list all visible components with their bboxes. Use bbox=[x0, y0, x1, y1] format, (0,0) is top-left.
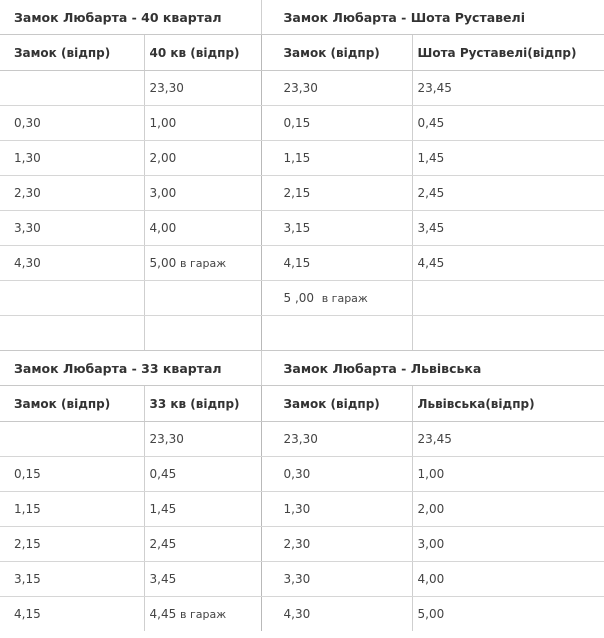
section2-header-row bbox=[0, 386, 604, 422]
table-cell: 4,00 bbox=[412, 562, 604, 597]
column-header: Замок (відпр) bbox=[261, 35, 412, 71]
table-cell: 2,00 bbox=[412, 492, 604, 527]
table-cell bbox=[144, 281, 261, 316]
section2-right-title-text: Замок Любарта - Львівська bbox=[283, 360, 482, 376]
table-cell: 4,15 bbox=[0, 597, 144, 632]
table-cell: 4,30 bbox=[0, 246, 144, 281]
table-cell: 23,45 bbox=[412, 71, 604, 106]
table-cell: 1,15 bbox=[0, 492, 144, 527]
column-header: Шота Руставелі(відпр) bbox=[412, 35, 604, 71]
section1-title-row bbox=[0, 0, 604, 35]
table-row bbox=[0, 141, 604, 176]
garage-note: в гараж bbox=[321, 292, 368, 305]
table-cell: 4,45 bbox=[412, 246, 604, 281]
table-cell: 0,15 bbox=[0, 457, 144, 492]
section1-left-title-text: Замок Любарта - 40 квартал bbox=[14, 9, 222, 25]
table-cell: 3,30 bbox=[261, 562, 412, 597]
section1-right-title-text: Замок Любарта - Шота Руставелі bbox=[283, 9, 525, 25]
section1-right-title bbox=[261, 0, 604, 35]
table-cell bbox=[144, 316, 261, 351]
table-row bbox=[0, 422, 604, 457]
section2-title-row bbox=[0, 351, 604, 386]
table-cell: 0,15 bbox=[261, 106, 412, 141]
table-cell: 0,30 bbox=[0, 106, 144, 141]
table-cell bbox=[261, 281, 412, 316]
table-row bbox=[0, 562, 604, 597]
table-cell: 2,45 bbox=[144, 527, 261, 562]
garage-note: в гараж bbox=[180, 608, 227, 621]
section1-left-title bbox=[0, 0, 261, 35]
table-row bbox=[0, 176, 604, 211]
table-cell: 4,00 bbox=[144, 211, 261, 246]
table-cell: 3,45 bbox=[412, 211, 604, 246]
table-row bbox=[0, 71, 604, 106]
section2-left-title-text: Замок Любарта - 33 квартал bbox=[14, 360, 222, 376]
time-value: 5,00 bbox=[149, 256, 177, 270]
table-cell: 2,15 bbox=[0, 527, 144, 562]
table-cell: 23,30 bbox=[144, 422, 261, 457]
table-row bbox=[0, 457, 604, 492]
table-cell: 3,00 bbox=[144, 176, 261, 211]
table-cell: 0,30 bbox=[261, 457, 412, 492]
table-cell: 3,00 bbox=[412, 527, 604, 562]
time-value: 4,45 bbox=[149, 607, 177, 621]
table-cell: 2,30 bbox=[0, 176, 144, 211]
table-cell: 1,30 bbox=[0, 141, 144, 176]
table-cell: 3,15 bbox=[0, 562, 144, 597]
table-row bbox=[0, 527, 604, 562]
table-cell: 1,45 bbox=[412, 141, 604, 176]
table-row bbox=[0, 281, 604, 316]
table-cell bbox=[144, 246, 261, 281]
table-cell bbox=[0, 71, 144, 106]
column-header: 33 кв (відпр) bbox=[144, 386, 261, 422]
column-header: Замок (відпр) bbox=[0, 386, 144, 422]
table-cell: 23,30 bbox=[261, 422, 412, 457]
table-cell: 0,45 bbox=[412, 106, 604, 141]
table-cell: 1,30 bbox=[261, 492, 412, 527]
table-cell bbox=[261, 316, 412, 351]
column-header: 40 кв (відпр) bbox=[144, 35, 261, 71]
table-row bbox=[0, 316, 604, 351]
table-cell: 2,30 bbox=[261, 527, 412, 562]
table-cell: 2,15 bbox=[261, 176, 412, 211]
column-header: Львівська(відпр) bbox=[412, 386, 604, 422]
table-row bbox=[0, 246, 604, 281]
table-row bbox=[0, 211, 604, 246]
column-header: Замок (відпр) bbox=[0, 35, 144, 71]
table-cell: 4,30 bbox=[261, 597, 412, 632]
table-cell: 5,00 bbox=[417, 607, 445, 621]
table-cell: 1,00 bbox=[144, 106, 261, 141]
table-cell bbox=[0, 422, 144, 457]
time-value: 5 ,00 bbox=[283, 291, 315, 305]
table-cell bbox=[144, 597, 261, 632]
table-cell: 1,45 bbox=[144, 492, 261, 527]
table-row bbox=[0, 492, 604, 527]
section1-header-row bbox=[0, 35, 604, 71]
table-cell bbox=[0, 281, 144, 316]
section2-right-title bbox=[261, 351, 604, 386]
table-cell bbox=[0, 316, 144, 351]
table-cell: 1,15 bbox=[261, 141, 412, 176]
table-cell: 2,45 bbox=[412, 176, 604, 211]
column-header: Замок (відпр) bbox=[261, 386, 412, 422]
table-cell: 23,30 bbox=[144, 71, 261, 106]
table-cell: 3,30 bbox=[0, 211, 144, 246]
table-cell: 0,45 bbox=[144, 457, 261, 492]
table-cell: 23,30 bbox=[261, 71, 412, 106]
table-cell bbox=[412, 281, 604, 316]
table-row bbox=[0, 597, 604, 632]
table-cell: 2,00 bbox=[144, 141, 261, 176]
table-row bbox=[0, 106, 604, 141]
table-cell bbox=[412, 316, 604, 351]
table-cell: 23,45 bbox=[412, 422, 604, 457]
garage-note: в гараж bbox=[180, 257, 227, 270]
table-cell: 4,15 bbox=[261, 246, 412, 281]
table-cell: 1,00 bbox=[412, 457, 604, 492]
table-cell: 3,15 bbox=[261, 211, 412, 246]
section2-left-title bbox=[0, 351, 261, 386]
table-cell: 3,45 bbox=[144, 562, 261, 597]
